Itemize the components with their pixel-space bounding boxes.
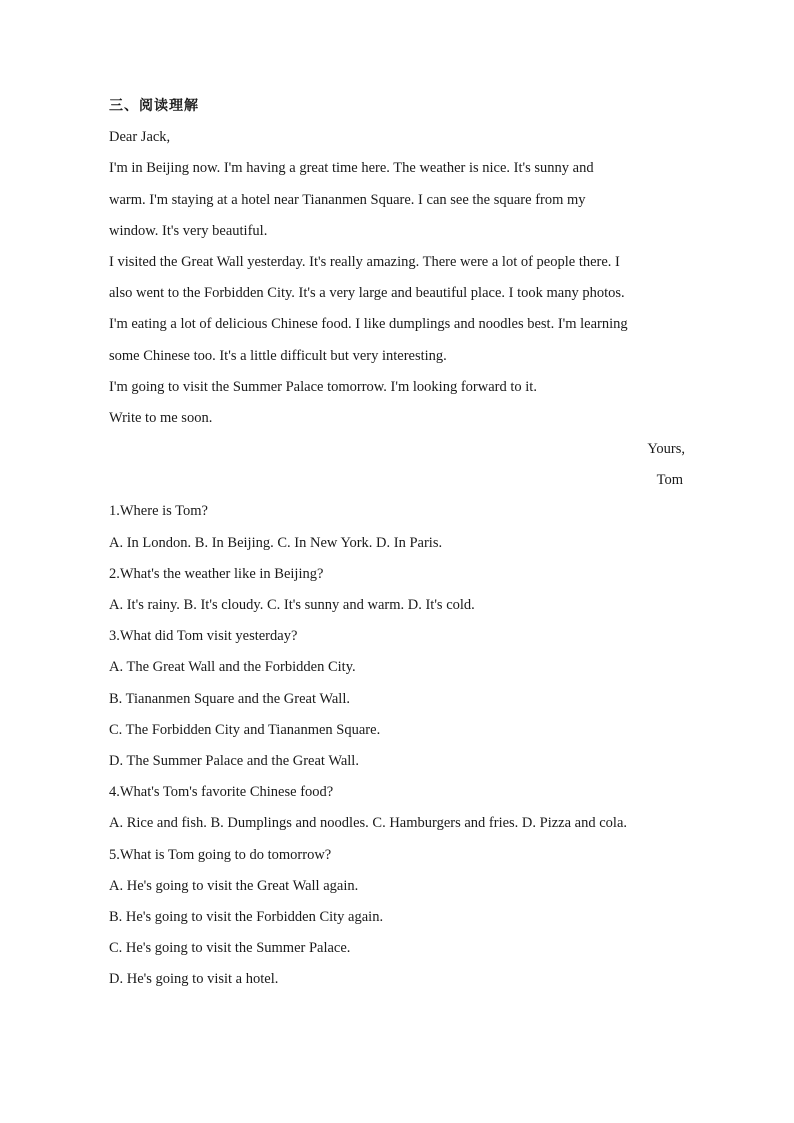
- question-stem: 3.What did Tom visit yesterday?: [109, 628, 298, 645]
- question-stem: 1.Where is Tom?: [109, 503, 208, 520]
- question-4: [109, 777, 685, 839]
- question-option-a: A. The Great Wall and the Forbidden City.: [109, 659, 356, 676]
- question-5: [109, 840, 685, 996]
- letter-line: warm. I'm staying at a hotel near Tiananmen Square. I can see the square from my: [109, 191, 586, 208]
- section-heading: 三、阅读理解: [109, 98, 199, 114]
- question-2: [109, 559, 685, 621]
- letter-line: I visited the Great Wall yesterday. It's really amazing. There were a lot of people there. I: [109, 253, 620, 270]
- question-options: A. Rice and fish. B. Dumplings and noodles. C. Hamburgers and fries. D. Pizza and cola.: [109, 815, 628, 832]
- letter-line: some Chinese too. It's a little difficult but very interesting.: [109, 347, 447, 364]
- question-option-c: C. He's going to visit the Summer Palace.: [109, 940, 351, 957]
- question-stem: 4.What's Tom's favorite Chinese food?: [109, 784, 334, 801]
- question-options: A. In London. B. In Beijing. C. In New York. D. In Paris.: [109, 534, 443, 551]
- question-1: [109, 496, 685, 558]
- letter-line: Write to me soon.: [109, 409, 213, 426]
- question-option-a: A. He's going to visit the Great Wall again.: [109, 877, 359, 894]
- letter-line: I'm in Beijing now. I'm having a great time here. The weather is nice. It's sunny and: [109, 160, 594, 177]
- letter-greeting: Dear Jack,: [109, 129, 171, 146]
- question-options: A. It's rainy. B. It's cloudy. C. It's sunny and warm. D. It's cold.: [109, 597, 475, 613]
- question-stem: 5.What is Tom going to do tomorrow?: [109, 846, 332, 863]
- letter-line: window. It's very beautiful.: [109, 222, 268, 239]
- question-3: [109, 621, 685, 777]
- letter-line: also went to the Forbidden City. It's a very large and beautiful place. I took many photos.: [109, 285, 625, 302]
- letter-line: I'm going to visit the Summer Palace tomorrow. I'm looking forward to it.: [109, 378, 537, 395]
- letter-line: I'm eating a lot of delicious Chinese food. I like dumplings and noodles best. I'm learning: [109, 316, 628, 333]
- letter: [109, 122, 685, 496]
- question-option-b: B. He's going to visit the Forbidden City again.: [109, 908, 384, 925]
- letter-closing: Yours,: [647, 441, 685, 458]
- question-option-d: D. The Summer Palace and the Great Wall.: [109, 752, 359, 769]
- question-option-d: D. He's going to visit a hotel.: [109, 971, 279, 988]
- question-option-c: C. The Forbidden City and Tiananmen Square.: [109, 721, 381, 738]
- letter-signature: Tom: [656, 472, 683, 489]
- question-option-b: B. Tiananmen Square and the Great Wall.: [109, 690, 350, 707]
- question-stem: 2.What's the weather like in Beijing?: [109, 565, 324, 582]
- reading-comprehension-section: [109, 91, 685, 995]
- question-list: [109, 496, 685, 995]
